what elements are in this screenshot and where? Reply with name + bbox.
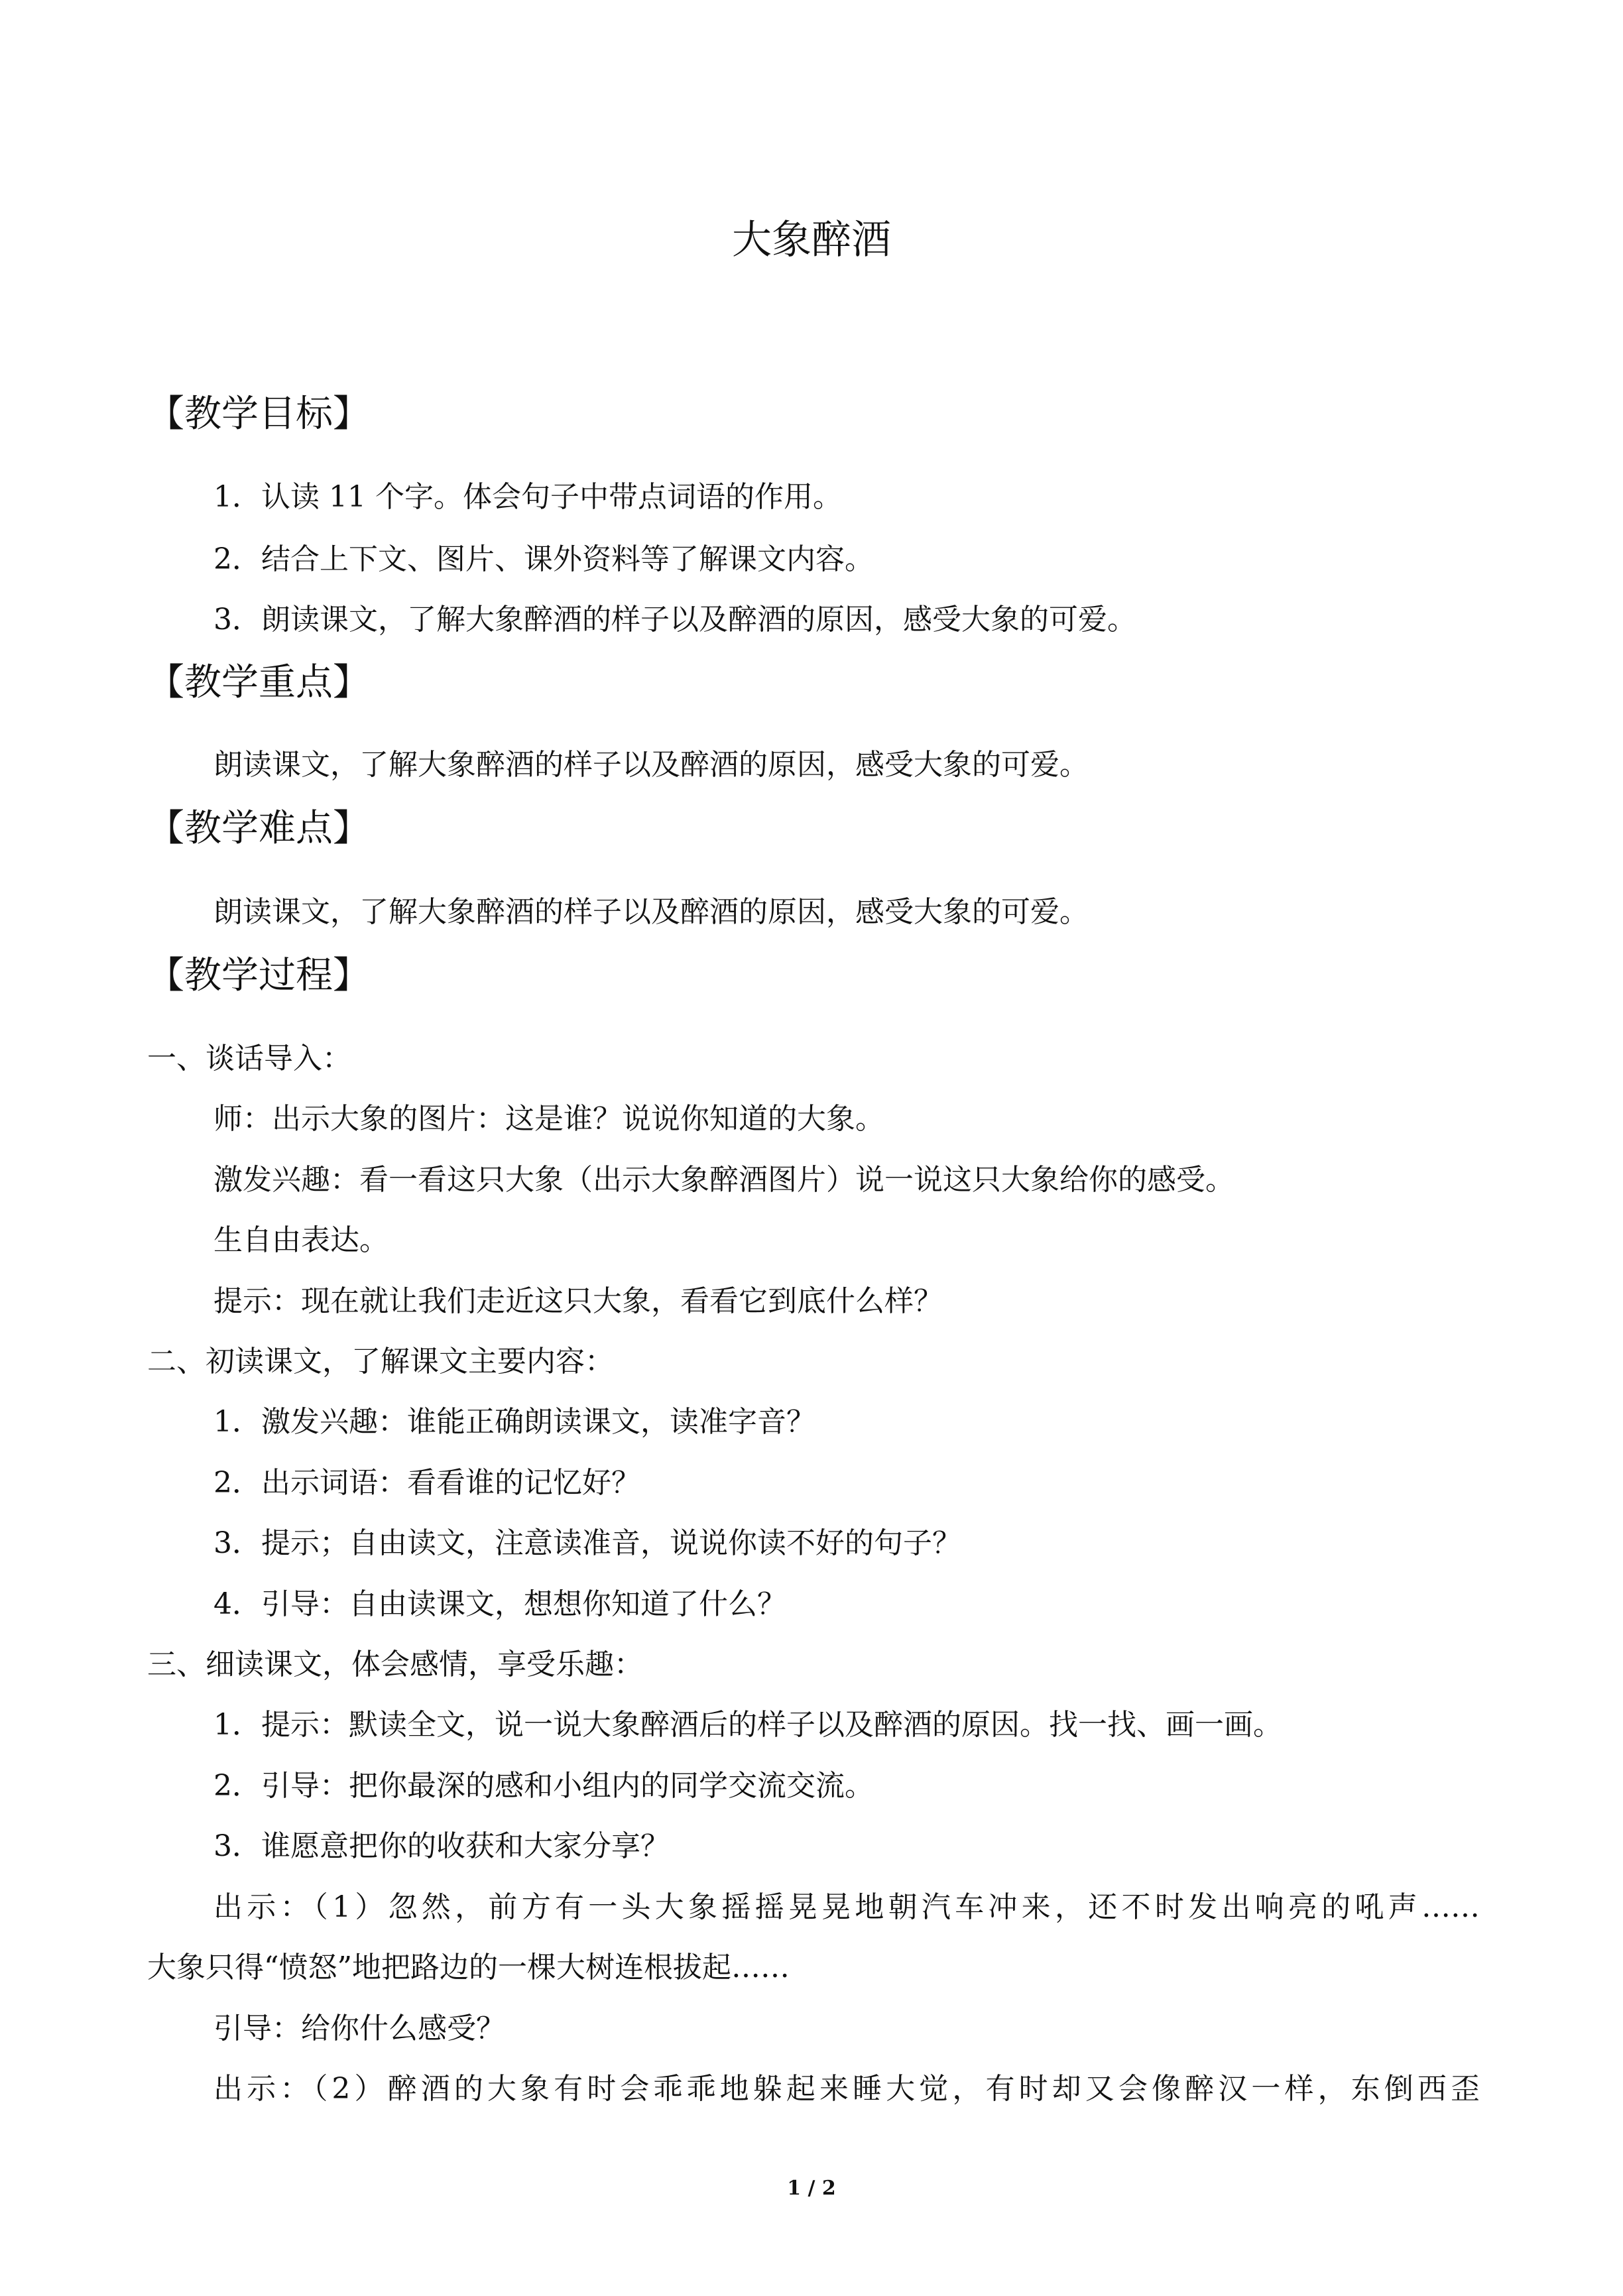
- heading-teaching-difficulty: 【教学难点】: [147, 807, 370, 850]
- part2-title: 二、初读课文，了解课文主要内容：: [147, 1345, 614, 1378]
- heading-teaching-key: 【教学重点】: [147, 661, 370, 704]
- part3-line-2: 2．引导：把你最深的感和小组内的同学交流交流。: [213, 1769, 874, 1803]
- part3-line-1: 1．提示：默读全文，说一说大象醉酒后的样子以及醉酒的原因。找一找、画一画。: [213, 1708, 1282, 1742]
- goal-item-2: 2．结合上下文、图片、课外资料等了解课文内容。: [213, 542, 874, 576]
- part3-line-3: 3．谁愿意把你的收获和大家分享？: [213, 1829, 670, 1863]
- show1-line-1: 出示：（1）忽然，前方有一头大象摇摇晃晃地朝汽车冲来，还不时发出响亮的吼声……: [213, 1890, 1480, 1924]
- goal-item-3: 3．朗读课文，了解大象醉酒的样子以及醉酒的原因，感受大象的可爱。: [213, 603, 1136, 636]
- part2-line-2: 2．出示词语：看看谁的记忆好？: [213, 1466, 640, 1500]
- part1-line-4: 提示：现在就让我们走近这只大象，看看它到底什么样？: [213, 1284, 943, 1318]
- show1-line-2: 大象只得“愤怒”地把路边的一棵大树连根拔起……: [147, 1951, 790, 1984]
- part1-line-1: 师：出示大象的图片：这是谁？说说你知道的大象。: [213, 1102, 884, 1136]
- show2-line-1: 出示：（2）醉酒的大象有时会乖乖地躲起来睡大觉，有时却又会像醉汉一样，东倒西歪: [213, 2072, 1480, 2106]
- part1-title: 一、谈话导入：: [147, 1042, 351, 1075]
- part2-line-4: 4．引导：自由读课文，想想你知道了什么？: [213, 1587, 786, 1621]
- page-number: 1 / 2: [787, 2177, 836, 2200]
- part2-line-1: 1．激发兴趣：谁能正确朗读课文，读准字音？: [213, 1405, 815, 1439]
- part1-line-2: 激发兴趣：看一看这只大象（出示大象醉酒图片）说一说这只大象给你的感受。: [213, 1163, 1234, 1197]
- page-title: 大象醉酒: [732, 217, 891, 263]
- key-text: 朗读课文，了解大象醉酒的样子以及醉酒的原因，感受大象的可爱。: [213, 748, 1089, 782]
- goal-item-1: 1．认读 11 个字。体会句子中带点词语的作用。: [213, 480, 842, 514]
- part1-line-3: 生自由表达。: [213, 1223, 389, 1257]
- difficulty-text: 朗读课文，了解大象醉酒的样子以及醉酒的原因，感受大象的可爱。: [213, 895, 1089, 929]
- guide-question: 引导：给你什么感受？: [213, 2012, 505, 2045]
- part2-line-3: 3．提示；自由读文，注意读准音，说说你读不好的句子？: [213, 1526, 961, 1560]
- part3-title: 三、细读课文，体会感情，享受乐趣：: [147, 1648, 643, 1681]
- heading-teaching-process: 【教学过程】: [147, 954, 370, 997]
- heading-teaching-goals: 【教学目标】: [147, 393, 370, 436]
